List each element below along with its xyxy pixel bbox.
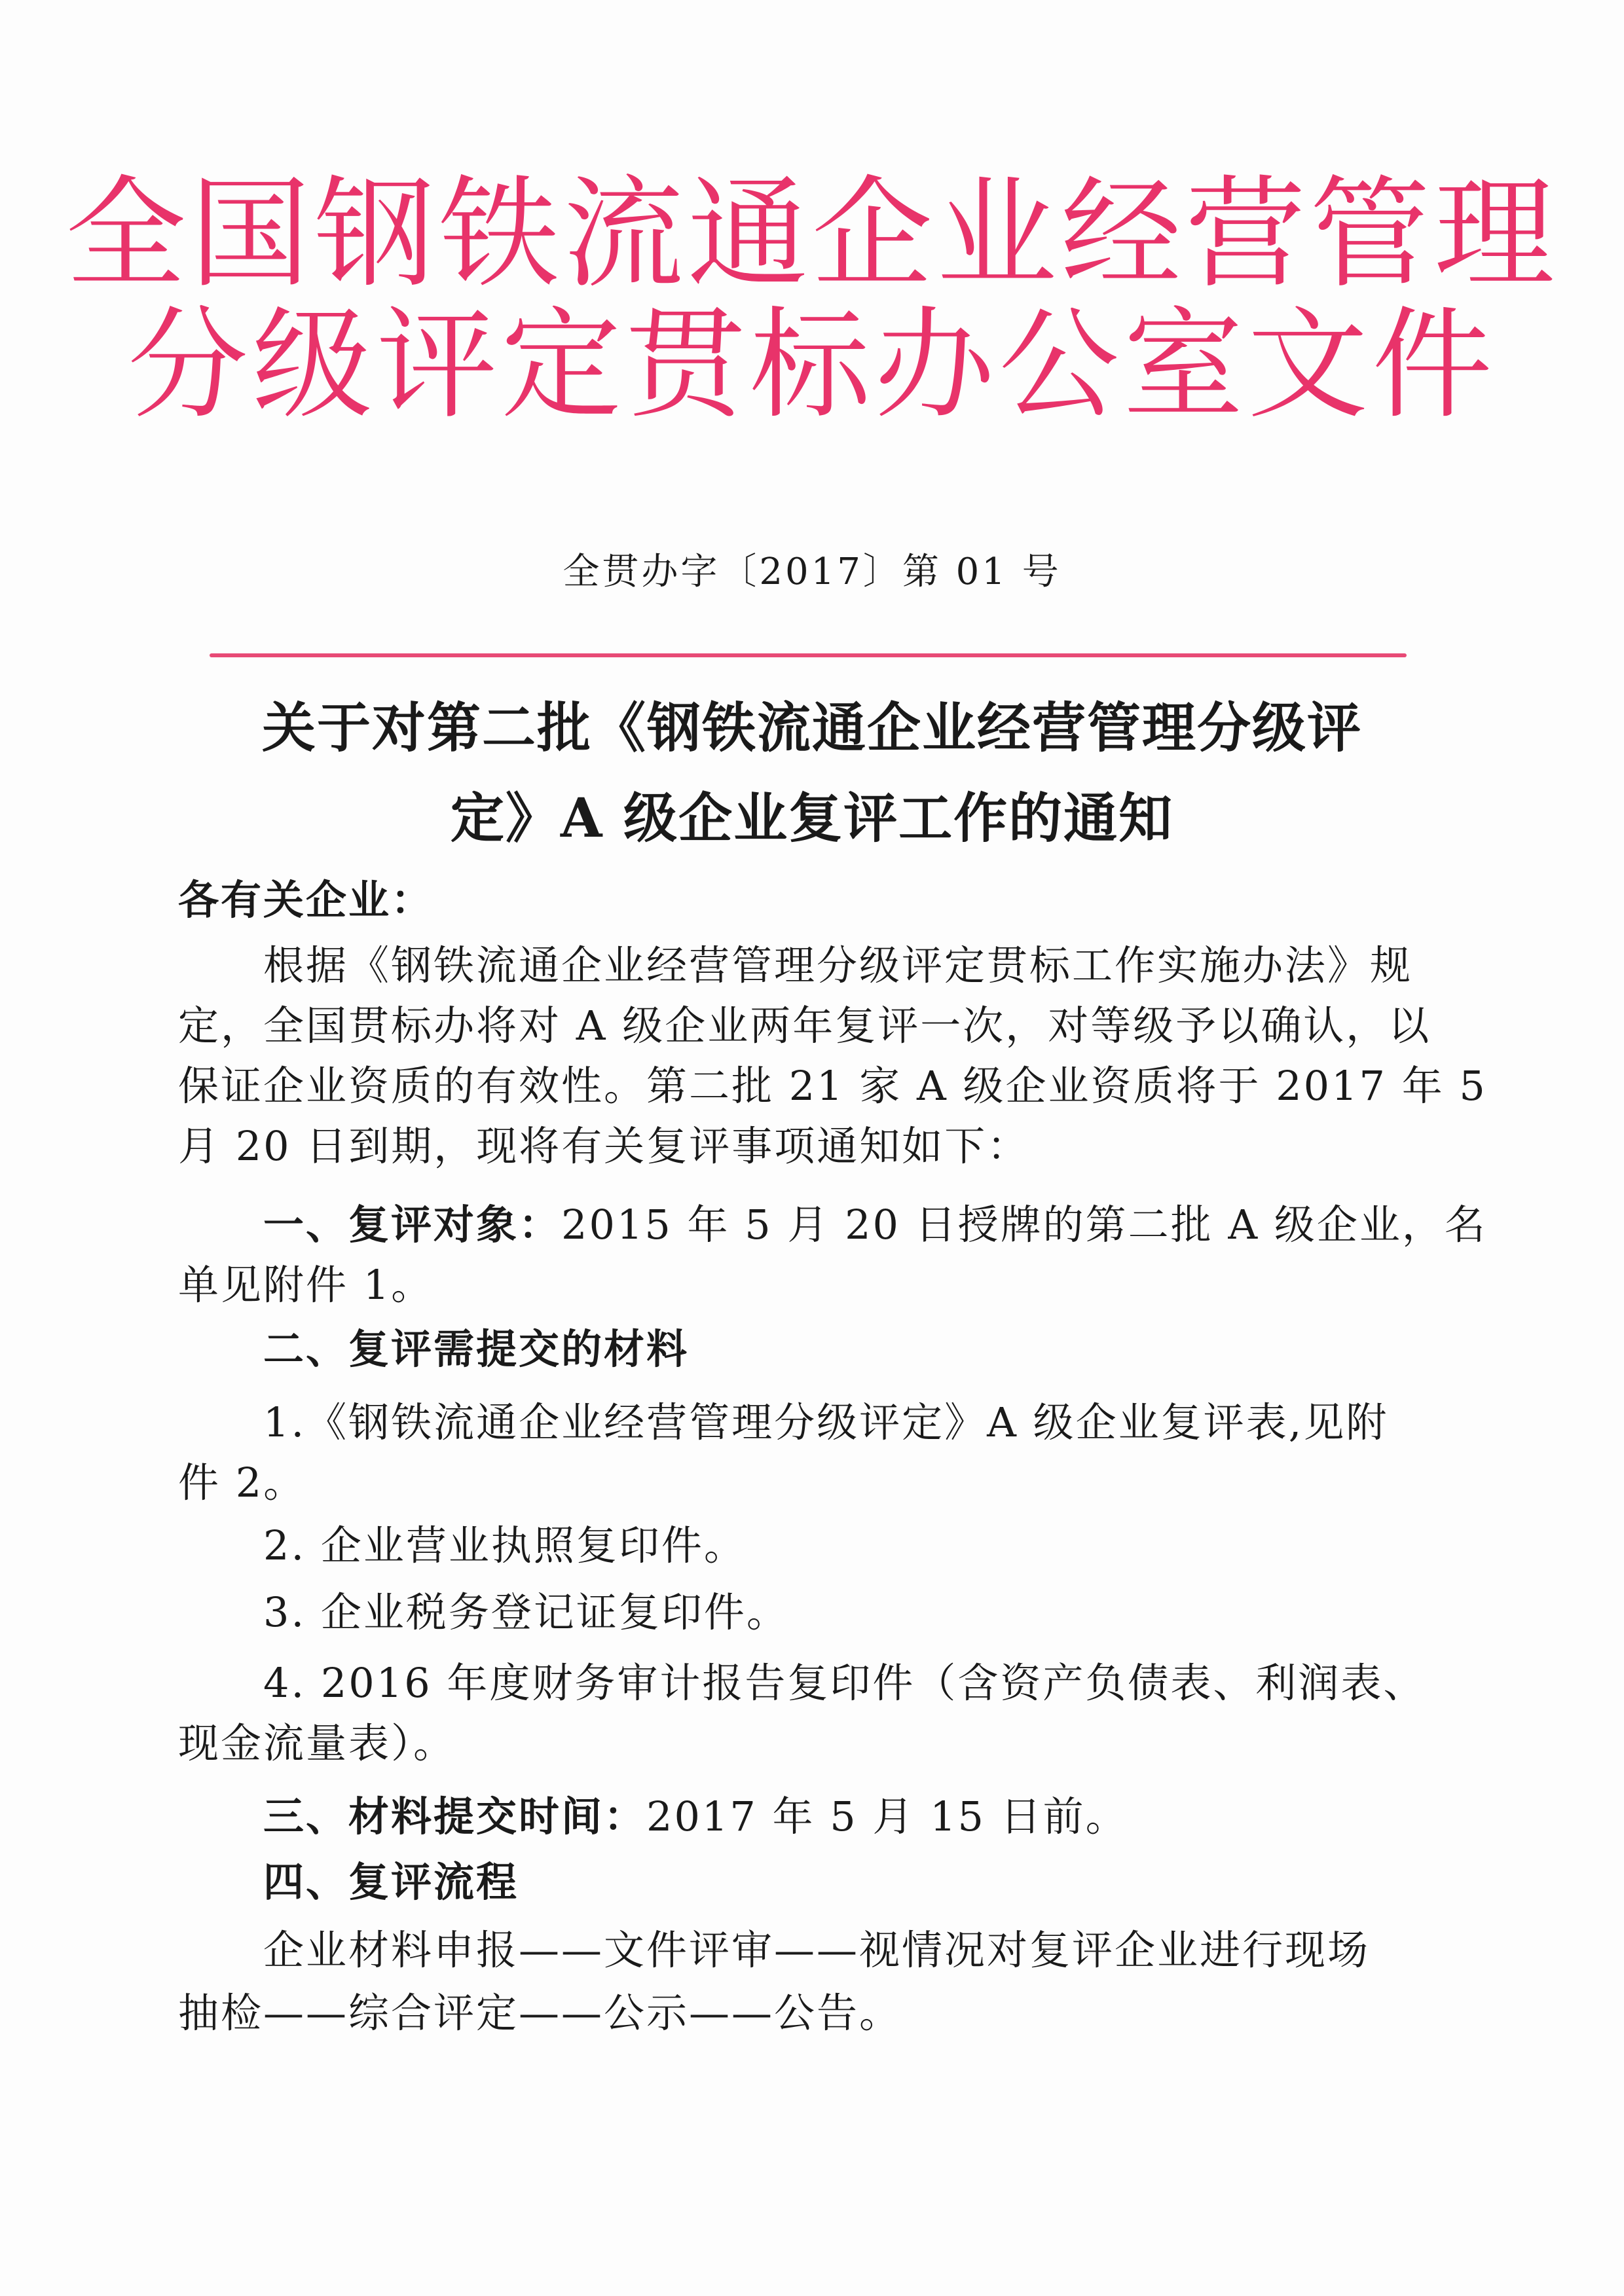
section-4-heading: 四、复评流程 xyxy=(263,1858,519,1906)
intro-line-3: 保证企业资质的有效性。第二批 21 家 A 级企业资质将于 2017 年 5 xyxy=(178,1062,1487,1110)
issuer-header-line-2: 分级评定贯标办公室文件 xyxy=(127,295,1496,435)
section-2-item-4-line-2: 现金流量表）。 xyxy=(178,1719,456,1767)
notice-title-line-2: 定》A 级企业复评工作的通知 xyxy=(450,787,1174,850)
section-4-line-1: 企业材料申报——文件评审——视情况对复评企业进行现场 xyxy=(263,1926,1371,1974)
issuer-header-line-1: 全国钢铁流通企业经营管理 xyxy=(65,164,1559,304)
notice-title-line-1: 关于对第二批《钢铁流通企业经营管理分级评 xyxy=(261,697,1362,759)
section-2-heading: 二、复评需提交的材料 xyxy=(263,1325,690,1373)
section-2-item-1-line-1: 1.《钢铁流通企业经营管理分级评定》A 级企业复评表,见附 xyxy=(263,1398,1389,1446)
red-divider xyxy=(210,653,1407,657)
section-1-line-1 xyxy=(263,1195,1487,1254)
intro-line-4: 月 20 日到期，现将有关复评事项通知如下： xyxy=(178,1122,1030,1170)
intro-line-2: 定，全国贯标办将对 A 级企业两年复评一次，对等级予以确认，以 xyxy=(178,1002,1431,1049)
section-3-line xyxy=(263,1787,1128,1846)
document-number: 全贯办字〔2017〕第 01 号 xyxy=(563,551,1061,593)
section-1-text: 2015 年 5 月 20 日授牌的第二批 A 级企业，名 xyxy=(561,1201,1487,1248)
section-2-item-3: 3. 企业税务登记证复印件。 xyxy=(263,1588,789,1636)
section-1-line-2: 单见附件 1。 xyxy=(178,1261,434,1309)
section-2-item-2: 2. 企业营业执照复印件。 xyxy=(263,1522,747,1569)
section-2-item-1-line-2: 件 2。 xyxy=(178,1459,306,1506)
intro-line-1: 根据《钢铁流通企业经营管理分级评定贯标工作实施办法》规 xyxy=(263,941,1413,989)
section-4-line-2: 抽检——综合评定——公示——公告。 xyxy=(178,1989,902,2037)
section-2-item-4-line-1: 4. 2016 年度财务审计报告复印件（含资产负债表、利润表、 xyxy=(263,1659,1426,1707)
salutation: 各有关企业： xyxy=(178,876,434,924)
section-3-heading: 三、材料提交时间： xyxy=(263,1793,647,1840)
section-1-heading: 一、复评对象： xyxy=(263,1201,562,1248)
section-3-text: 2017 年 5 月 15 日前。 xyxy=(646,1793,1128,1840)
